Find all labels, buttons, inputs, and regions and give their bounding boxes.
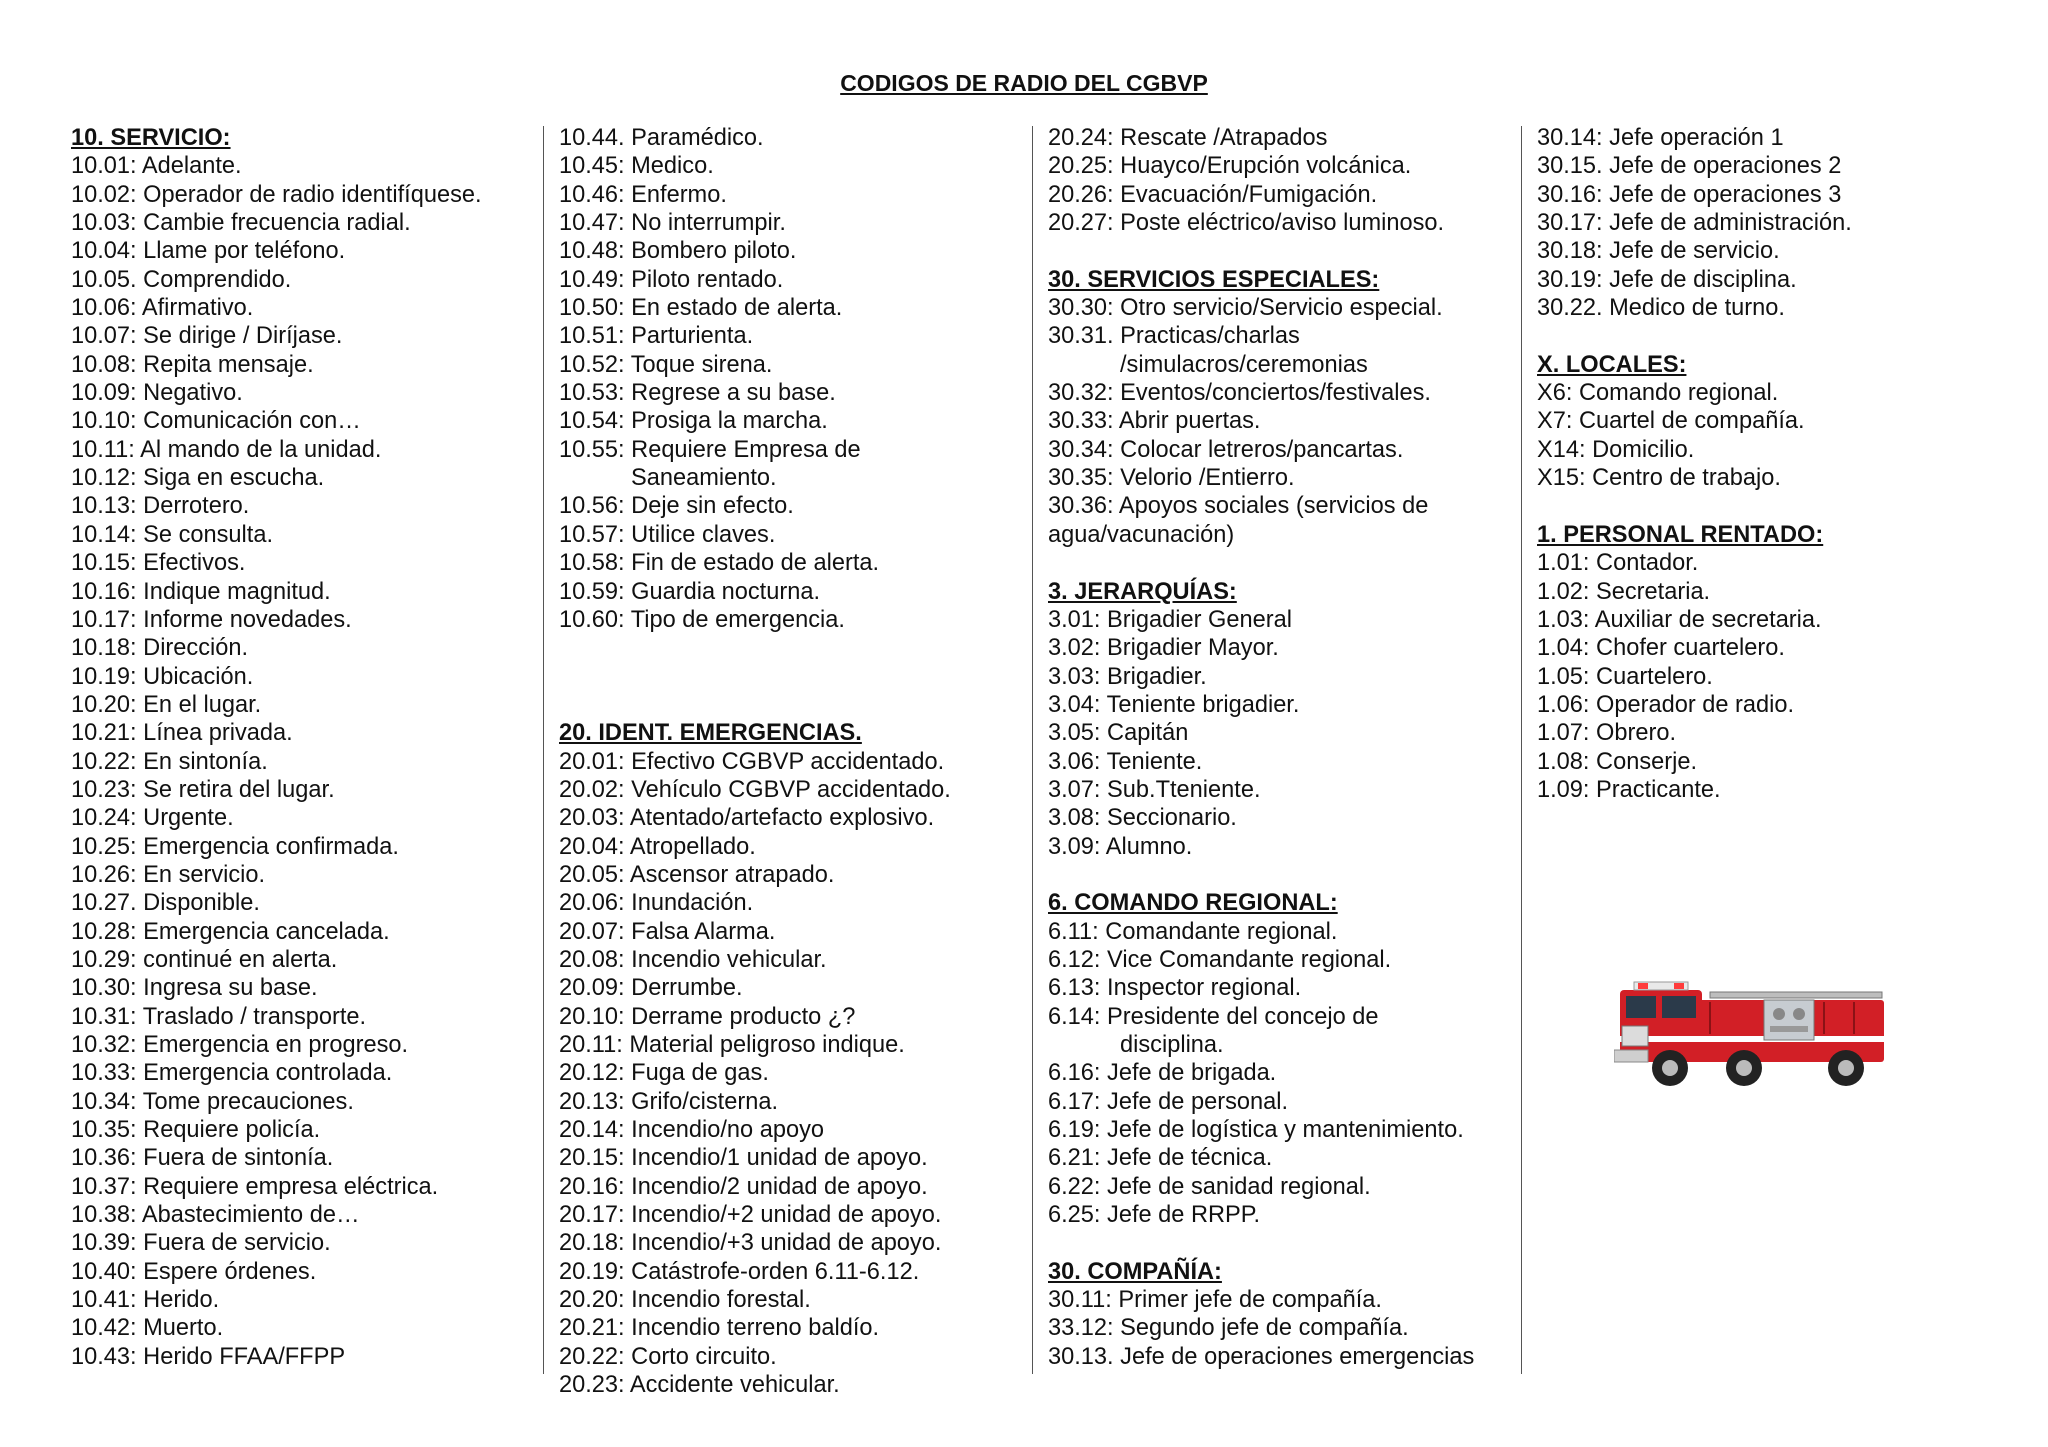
code-entry: 20.27: Poste eléctrico/aviso luminoso.	[1048, 210, 1445, 237]
code-entry: 20.03: Atentado/artefacto explosivo.	[559, 805, 935, 832]
code-entry: 20.09: Derrumbe.	[559, 975, 743, 1002]
code-entry: 3.01: Brigadier General	[1048, 606, 1292, 633]
code-entry: 6.25: Jefe de RRPP.	[1048, 1202, 1261, 1229]
spacer	[1537, 492, 1852, 520]
code-entry: 6.14: Presidente del concejo de	[1048, 1003, 1379, 1030]
code-entry: Saneamiento.	[631, 465, 777, 492]
code-entry: 6.16: Jefe de brigada.	[1048, 1060, 1277, 1087]
code-entry: 3.04: Teniente brigadier.	[1048, 691, 1300, 718]
code-entry: 10.23: Se retira del lugar.	[71, 776, 335, 803]
code-entry: 10.01: Adelante.	[71, 153, 242, 180]
column-4	[1537, 124, 1852, 804]
column-divider	[1032, 126, 1033, 1374]
code-entry: 6.11: Comandante regional.	[1048, 918, 1338, 945]
code-entry: 30.33: Abrir puertas.	[1048, 408, 1261, 435]
code-entry: 10.32: Emergencia en progreso.	[71, 1032, 409, 1058]
code-entry: 20.08: Incendio vehicular.	[559, 946, 827, 973]
code-entry: 6.19: Jefe de logística y mantenimiento.	[1048, 1117, 1464, 1144]
code-entry: 10.36: Fuera de sintonía.	[71, 1145, 334, 1172]
code-entry: 10.26: En servicio.	[71, 861, 266, 888]
code-entry: 10.42: Muerto.	[71, 1315, 224, 1342]
code-entry: 10.22: En sintonía.	[71, 748, 268, 775]
code-entry: X7: Cuartel de compañía.	[1537, 408, 1805, 435]
code-entry: 20.21: Incendio terreno baldío.	[559, 1315, 880, 1342]
code-entry: 10.15: Efectivos.	[71, 550, 246, 577]
code-entry: 20.11: Material peligroso indique.	[559, 1032, 905, 1058]
code-entry: 10.41: Herido.	[71, 1287, 220, 1314]
code-entry: 10.13: Derrotero.	[71, 493, 250, 520]
code-entry: 10.33: Emergencia controlada.	[71, 1060, 393, 1087]
spacer	[1537, 322, 1852, 350]
code-entry: 10.19: Ubicación.	[71, 663, 254, 690]
code-entry: 20.25: Huayco/Erupción volcánica.	[1048, 153, 1412, 180]
code-entry: 30.35: Velorio /Entierro.	[1048, 465, 1295, 492]
code-entry: 10.21: Línea privada.	[71, 720, 293, 747]
code-entry: 10.03: Cambie frecuencia radial.	[71, 210, 411, 237]
code-entry: 10.47: No interrumpir.	[559, 210, 786, 237]
spacer	[1048, 861, 1474, 889]
column-3	[1048, 124, 1474, 1371]
code-entry: 20.19: Catástrofe-orden 6.11-6.12.	[559, 1258, 920, 1285]
code-entry: 20.17: Incendio/+2 unidad de apoyo.	[559, 1202, 942, 1229]
code-entry: 20.07: Falsa Alarma.	[559, 918, 776, 945]
code-entry: 10.30: Ingresa su base.	[71, 975, 318, 1002]
code-entry: 10.27. Disponible.	[71, 890, 260, 917]
code-entry: 30.36: Apoyos sociales (servicios de	[1048, 493, 1429, 520]
code-entry: 1.06: Operador de radio.	[1537, 691, 1795, 718]
code-entry: 30.13. Jefe de operaciones emergencias	[1048, 1343, 1475, 1370]
section-heading: X. LOCALES:	[1537, 351, 1687, 378]
code-entry: 10.44. Paramédico.	[559, 125, 764, 151]
code-entry: 10.11: Al mando de la unidad.	[71, 436, 382, 463]
code-entry: 20.10: Derrame producto ¿?	[559, 1003, 856, 1030]
code-entry: 10.31: Traslado / transporte.	[71, 1003, 367, 1030]
code-entry: 10.02: Operador de radio identifíquese.	[71, 181, 482, 208]
code-entry: 3.03: Brigadier.	[1048, 663, 1207, 690]
code-entry: 10.08: Repita mensaje.	[71, 351, 314, 378]
code-entry: 6.21: Jefe de técnica.	[1048, 1145, 1273, 1172]
spacer	[1048, 237, 1474, 265]
code-entry: X6: Comando regional.	[1537, 380, 1779, 407]
code-entry: 20.20: Incendio forestal.	[559, 1287, 811, 1314]
code-entry: 10.49: Piloto rentado.	[559, 266, 784, 293]
code-entry: 10.53: Regrese a su base.	[559, 380, 836, 407]
code-entry: 30.16: Jefe de operaciones 3	[1537, 181, 1842, 208]
code-entry: 10.09: Negativo.	[71, 380, 243, 407]
section-heading: 30. SERVICIOS ESPECIALES:	[1048, 266, 1380, 293]
code-entry: 10.34: Tome precauciones.	[71, 1088, 354, 1115]
code-entry: 3.02: Brigadier Mayor.	[1048, 635, 1279, 662]
code-entry: 1.03: Auxiliar de secretaria.	[1537, 606, 1822, 633]
code-entry: 20.05: Ascensor atrapado.	[559, 861, 835, 888]
code-entry: 20.14: Incendio/no apoyo	[559, 1117, 824, 1144]
code-entry: 10.17: Informe novedades.	[71, 606, 352, 633]
code-entry: disciplina.	[1120, 1032, 1224, 1058]
page-title: CODIGOS DE RADIO DEL CGBVP	[840, 70, 1208, 96]
code-entry: 30.30: Otro servicio/Servicio especial.	[1048, 295, 1443, 322]
code-entry: 20.24: Rescate /Atrapados	[1048, 125, 1328, 151]
column-1	[71, 124, 482, 1371]
section-heading: 30. COMPAÑÍA:	[1048, 1258, 1222, 1285]
code-entry: 10.46: Enfermo.	[559, 181, 727, 208]
code-entry: 10.56: Deje sin efecto.	[559, 493, 794, 520]
code-entry: 20.15: Incendio/1 unidad de apoyo.	[559, 1145, 928, 1172]
code-entry: 33.12: Segundo jefe de compañía.	[1048, 1315, 1409, 1342]
code-entry: 20.04: Atropellado.	[559, 833, 756, 860]
code-entry: 20.13: Grifo/cisterna.	[559, 1088, 779, 1115]
code-entry: 10.48: Bombero piloto.	[559, 238, 797, 265]
code-entry: 30.11: Primer jefe de compañía.	[1048, 1287, 1382, 1314]
code-entry: 1.08: Conserje.	[1537, 748, 1698, 775]
code-entry: 3.07: Sub.Tteniente.	[1048, 776, 1261, 803]
code-entry: 1.05: Cuartelero.	[1537, 663, 1713, 690]
code-entry: 30.17: Jefe de administración.	[1537, 210, 1852, 237]
section-heading: 10. SERVICIO:	[71, 125, 231, 151]
code-entry: 10.04: Llame por teléfono.	[71, 238, 346, 265]
code-entry: 10.38: Abastecimiento de…	[71, 1202, 360, 1229]
code-entry: 6.22: Jefe de sanidad regional.	[1048, 1173, 1371, 1200]
code-entry: 10.43: Herido FFAA/FFPP	[71, 1343, 346, 1370]
code-entry: 10.28: Emergencia cancelada.	[71, 918, 390, 945]
code-entry: 1.07: Obrero.	[1537, 720, 1677, 747]
code-entry: 1.04: Chofer cuartelero.	[1537, 635, 1785, 662]
code-entry: 10.12: Siga en escucha.	[71, 465, 325, 492]
spacer	[559, 691, 951, 719]
code-entry: X15: Centro de trabajo.	[1537, 465, 1781, 492]
code-entry: 30.31. Practicas/charlas	[1048, 323, 1300, 350]
code-entry: agua/vacunación)	[1048, 521, 1235, 548]
code-entry: 10.06: Afirmativo.	[71, 295, 254, 322]
code-entry: 30.19: Jefe de disciplina.	[1537, 266, 1797, 293]
code-entry: 10.20: En el lugar.	[71, 691, 262, 718]
code-entry: 10.52: Toque sirena.	[559, 351, 773, 378]
section-heading: 6. COMANDO REGIONAL:	[1048, 890, 1338, 917]
code-entry: 10.37: Requiere empresa eléctrica.	[71, 1173, 439, 1200]
code-entry: 6.17: Jefe de personal.	[1048, 1088, 1289, 1115]
column-2	[559, 124, 951, 1399]
code-entry: 3.09: Alumno.	[1048, 833, 1193, 860]
code-entry: X14: Domicilio.	[1537, 436, 1695, 463]
code-entry: 10.35: Requiere policía.	[71, 1117, 321, 1144]
fire-truck-icon	[1614, 978, 1896, 1092]
code-entry: 10.24: Urgente.	[71, 805, 234, 832]
code-entry: 1.02: Secretaria.	[1537, 578, 1711, 605]
code-entry: 10.51: Parturienta.	[559, 323, 754, 350]
code-entry: 3.08: Seccionario.	[1048, 805, 1237, 832]
code-entry: 10.58: Fin de estado de alerta.	[559, 550, 880, 577]
code-entry: 20.12: Fuga de gas.	[559, 1060, 769, 1087]
code-entry: 10.18: Dirección.	[71, 635, 249, 662]
code-entry: /simulacros/ceremonias	[1120, 351, 1368, 378]
code-entry: 10.40: Espere órdenes.	[71, 1258, 317, 1285]
code-entry: 30.14: Jefe operación 1	[1537, 125, 1784, 151]
code-entry: 10.05. Comprendido.	[71, 266, 292, 293]
code-entry: 30.32: Eventos/conciertos/festivales.	[1048, 380, 1431, 407]
code-entry: 20.18: Incendio/+3 unidad de apoyo.	[559, 1230, 942, 1257]
section-heading: 3. JERARQUÍAS:	[1048, 578, 1237, 605]
code-entry: 20.01: Efectivo CGBVP accidentado.	[559, 748, 945, 775]
code-entry: 20.26: Evacuación/Fumigación.	[1048, 181, 1378, 208]
code-entry: 20.16: Incendio/2 unidad de apoyo.	[559, 1173, 928, 1200]
column-divider	[543, 126, 544, 1374]
code-entry: 3.05: Capitán	[1048, 720, 1189, 747]
code-entry: 10.59: Guardia nocturna.	[559, 578, 821, 605]
code-entry: 10.50: En estado de alerta.	[559, 295, 843, 322]
spacer	[1048, 1229, 1474, 1257]
code-entry: 10.57: Utilice claves.	[559, 521, 776, 548]
section-heading: 20. IDENT. EMERGENCIAS.	[559, 720, 862, 747]
code-entry: 10.14: Se consulta.	[71, 521, 273, 548]
code-entry: 6.12: Vice Comandante regional.	[1048, 946, 1392, 973]
spacer	[1048, 549, 1474, 577]
code-entry: 10.54: Prosiga la marcha.	[559, 408, 828, 435]
code-entry: 30.34: Colocar letreros/pancartas.	[1048, 436, 1404, 463]
spacer	[559, 634, 951, 691]
code-entry: 20.22: Corto circuito.	[559, 1343, 777, 1370]
code-entry: 10.07: Se dirige / Diríjase.	[71, 323, 343, 350]
code-entry: 1.01: Contador.	[1537, 550, 1699, 577]
code-entry: 6.13: Inspector regional.	[1048, 975, 1302, 1002]
code-entry: 10.55: Requiere Empresa de	[559, 436, 861, 463]
code-entry: 20.02: Vehículo CGBVP accidentado.	[559, 776, 951, 803]
code-entry: 30.15. Jefe de operaciones 2	[1537, 153, 1842, 180]
code-entry: 3.06: Teniente.	[1048, 748, 1203, 775]
code-entry: 10.45: Medico.	[559, 153, 714, 180]
code-entry: 10.16: Indique magnitud.	[71, 578, 331, 605]
code-entry: 10.25: Emergencia confirmada.	[71, 833, 399, 860]
section-heading: 1. PERSONAL RENTADO:	[1537, 521, 1824, 548]
code-entry: 20.23: Accidente vehicular.	[559, 1372, 840, 1399]
code-entry: 10.10: Comunicación con…	[71, 408, 361, 435]
code-entry: 20.06: Inundación.	[559, 890, 754, 917]
code-entry: 30.18: Jefe de servicio.	[1537, 238, 1780, 265]
code-entry: 10.29: continué en alerta.	[71, 946, 338, 973]
code-entry: 30.22. Medico de turno.	[1537, 295, 1785, 322]
code-entry: 10.39: Fuera de servicio.	[71, 1230, 331, 1257]
code-entry: 10.60: Tipo de emergencia.	[559, 606, 845, 633]
code-entry: 1.09: Practicante.	[1537, 776, 1721, 803]
column-divider	[1521, 126, 1522, 1374]
